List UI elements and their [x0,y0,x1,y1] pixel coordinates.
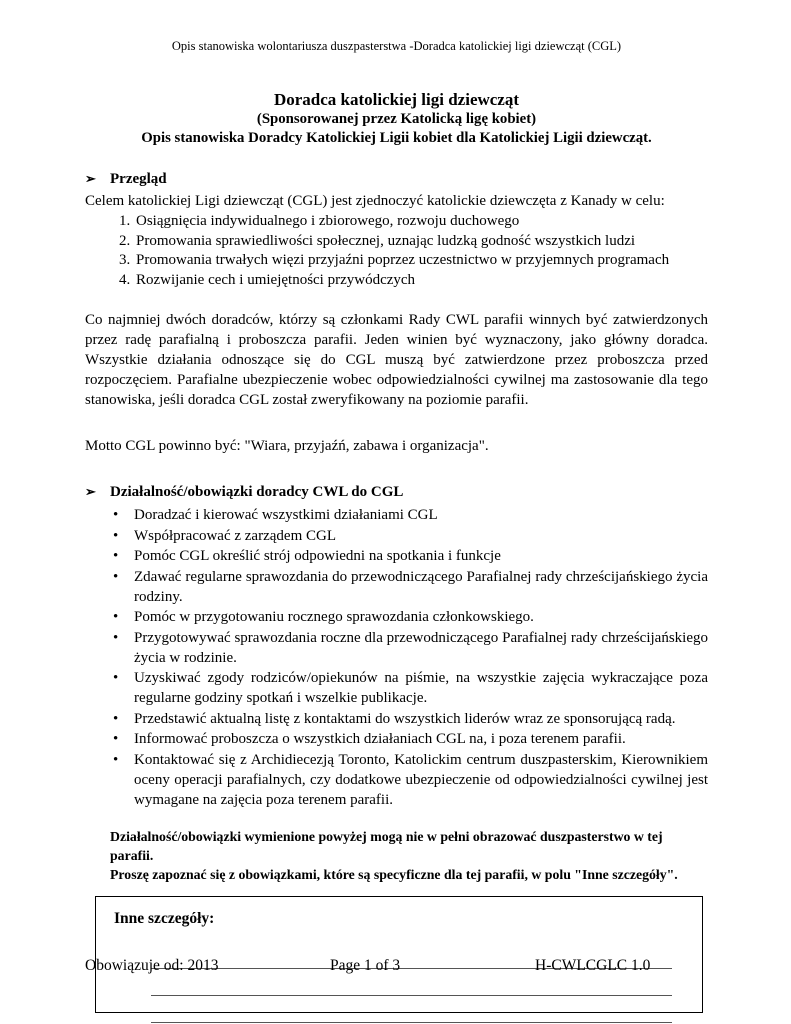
blank-line [151,996,672,1023]
disclaimer-note [110,827,708,884]
arrow-bullet-icon: ➢ [85,484,96,499]
overview-intro: Celem katolickiej Ligi dziewcząt (CGL) jest zjednoczyć katolickie dziewczęta z Kanady w celu: [85,193,665,209]
other-details-box [95,896,703,1013]
section-heading-overview [85,169,708,189]
arrow-bullet-icon: ➢ [85,171,96,186]
duties-bullet-list [85,505,708,810]
footer-document-code: H-CWLCGLC 1.0 [535,957,651,974]
title-block [85,89,708,148]
list-item: • Przedstawić aktualną listę z kontaktami do wszystkich liderów wraz ze sponsorującą radą. [134,709,708,729]
disclaimer-line-1: Działalność/obowiązki wymienione powyżej mogą nie w pełni obrazować duszpasterstwo w tej parafii. [110,828,663,863]
overview-heading-label: Przegląd [110,171,167,187]
section-heading-duties [85,482,708,502]
disclaimer-line-2: Proszę zapoznać się z obowiązkami, które są specyficzne dla tej parafii, w polu "Inne szczegóły". [110,866,678,882]
list-item: • Współpracować z zarządem CGL [134,526,708,546]
list-item: • Zdawać regularne sprawozdania do przewodniczącego Parafialnej rady chrześcijańskiego życia rodziny. [134,567,708,607]
other-details-label: Inne szczegóły: [114,909,215,927]
list-item: • Kontaktować się z Archidiecezją Toronto, Katolickim centrum duszpasterskim, Kierownikiem oceny operacji parafialnych, czy dodatkowe ubezpieczenie od odpowiedzialności cywilnej jest wymagane na zajęcia poza terenem parafii. [134,750,708,810]
document-title: Doradca katolickiej ligi dziewcząt [273,90,520,109]
list-item: • Pomóc CGL określić strój odpowiedni na spotkania i funkcje [134,546,708,566]
document-subtitle-2: Opis stanowiska Doradcy Katolickiej Ligii kobiet dla Katolickiej Ligii dziewcząt. [141,130,652,146]
list-item: • Pomóc w przygotowaniu rocznego sprawozdania członkowskiego. [134,607,708,627]
document-subtitle-1: (Sponsorowanej przez Katolicką ligę kobiet) [256,111,537,127]
footer-effective-date: Obowiązuje od: 2013 [85,957,219,974]
list-item: • Informować proboszcza o wszystkich działaniach CGL na, i poza terenem parafii. [134,729,708,749]
list-item: • Uzyskiwać zgody rodziców/opiekunów na piśmie, na wszystkie zajęcia wykraczające poza regularne godziny spotkań i wszelkie publikacje. [134,668,708,708]
footer-page-number: Page 1 of 3 [330,957,401,974]
list-item: • Przygotowywać sprawozdania roczne dla przewodniczącego Parafialnej rady chrześcijańskiego życia w rodzinie. [134,628,708,668]
overview-numbered-list [85,212,708,290]
blank-lines [151,942,672,1023]
overview-paragraph: Co najmniej dwóch doradców, którzy są członkami Rady CWL parafii winnych być zatwierdzonych przez radę parafialną i proboszcza parafii. Jeden winien być wyznaczony, jako główny doradca. Wszystkie działania odnoszące się do CGL muszą być zatwierdzone przez proboszcza przed rozpoczęciem. Parafialne ubezpieczenie wobec odpowiedzialności cywilnej ma zastosowanie dla tego stanowiska, jeśli doradca CGL został zweryfikowany na poziomie parafii. [85,312,708,408]
list-item: 3. Promowania trwałych więzi przyjaźni poprzez uczestnictwo w przyjemnych programach [134,251,708,271]
list-item: 2. Promowania sprawiedliwości społecznej, uznając ludzką godność wszystkich ludzi [134,232,708,252]
running-header: Opis stanowiska wolontariusza duszpasterstwa -Doradca katolickiej ligi dziewcząt (CGL) [171,39,622,53]
duties-heading-label: Działalność/obowiązki doradcy CWL do CGL [110,484,404,500]
list-item: 4. Rozwijanie cech i umiejętności przywódczych [134,271,708,291]
list-item: 1. Osiągnięcia indywidualnego i zbiorowego, rozwoju duchowego [134,212,708,232]
motto-text: Motto CGL powinno być: "Wiara, przyjaźń, zabawa i organizacja". [85,438,489,454]
list-item: • Doradzać i kierować wszystkimi działaniami CGL [134,505,708,525]
